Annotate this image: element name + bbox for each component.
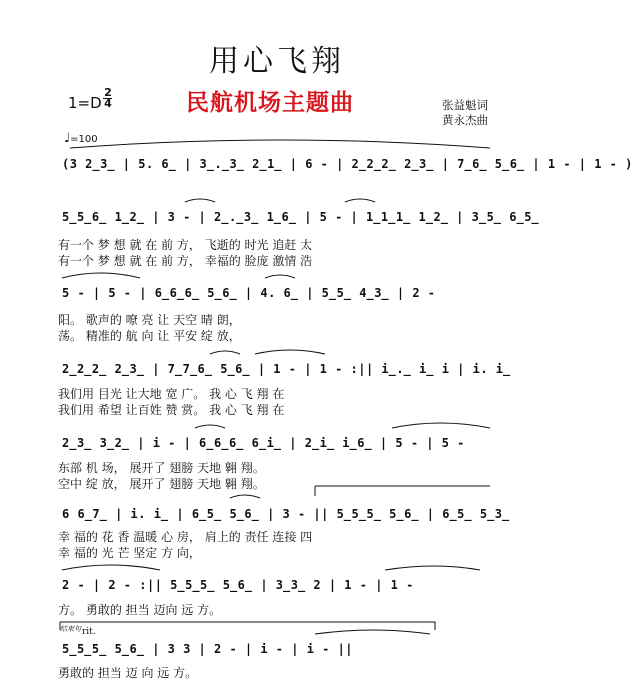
- lyric-row-5-verse-2: 空中 绽 放， 展开了 翅膀 天地 翱 翔。: [58, 477, 265, 491]
- volta-bracket-2: [60, 622, 435, 630]
- slur-row8: [315, 630, 430, 634]
- lyric-row-5-verse-1: 东部 机 场， 展开了 翅膀 天地 翱 翔。: [58, 461, 265, 475]
- slur-row7-a: [62, 565, 160, 570]
- notation-row-5: 2̲3̲ 3̲2̲ | i - | 6̲6̲6̲ 6̲i̲ | 2̲i̲ i̲6̲ | 5 - | 5 -: [62, 436, 465, 450]
- slur-row2-b: [345, 199, 375, 202]
- lyric-row-6-verse-2: 幸 福的 光 芒 坚定 方 向，: [58, 546, 201, 560]
- song-title: 用心飞翔: [209, 44, 345, 79]
- song-subtitle: 民航机场主题曲: [186, 89, 354, 116]
- slur-row5-b: [392, 423, 490, 428]
- slur-row3-b: [265, 275, 295, 278]
- notation-row-7: 2 - | 2 - :|| 5̲5̲5̲ 5̲6̲ | 3̲3̲ 2 | 1 - | 1 -: [62, 578, 414, 592]
- composer-credit: 黄永杰曲: [442, 113, 488, 127]
- lyric-row-8: 勇敢的 担当 迈 向 远 方。: [58, 666, 198, 680]
- time-signature-bottom: 4: [104, 97, 112, 110]
- slur-row3-a: [62, 273, 140, 278]
- time-signature-top: 2: [104, 86, 112, 99]
- lyric-row-7: 方。 勇敢的 担当 迈向 远 方。: [58, 603, 222, 617]
- lyricist-credit: 张益魁词: [442, 98, 488, 112]
- lyric-row-2-verse-2: 有一个 梦 想 就 在 前 方， 幸福的 脸庞 激情 浩: [58, 254, 313, 268]
- slur-row5-a: [195, 425, 225, 428]
- slur-row4-a: [210, 351, 240, 354]
- lyric-row-4-verse-1: 我们用 目光 让大地 宽 广。 我 心 飞 翔 在: [58, 387, 285, 401]
- notation-row-6: 6 6̲7̲ | i. i̲ | 6̲5̲ 5̲6̲ | 3 - || 5̲5̲5̲ 5̲6̲ | 6̲5̲ 5̲3̲: [62, 507, 510, 521]
- key-signature: 1=D: [68, 94, 102, 112]
- slur-intro: [70, 140, 490, 148]
- tempo-value: =100: [70, 134, 98, 145]
- notation-row-8: 5̲5̲5̲ 5̲6̲ | 3 3 | 2 - | i - | i - ||: [62, 642, 354, 656]
- lyric-row-2-verse-1: 有一个 梦 想 就 在 前 方， 飞逝的 时光 追赶 太: [58, 238, 313, 252]
- lyric-row-3-verse-1: 阳。 歌声的 嘹 亮 让 天空 晴 朗，: [58, 313, 241, 327]
- notation-row-2: 5̲5̲6̲ 1̲2̲ | 3 - | 2̲.̲3̲ 1̲6̲ | 5 - | 1̲1̲1̲ 1̲2̲ | 3̲5̲ 6̲5̲: [62, 210, 540, 224]
- quarter-note-icon: ♩: [64, 131, 71, 146]
- lyric-row-6-verse-1: 幸 福的 花 香 温暖 心 房， 肩上的 责任 连接 四: [58, 530, 313, 544]
- slur-row4-b: [255, 350, 325, 354]
- lyric-row-4-verse-2: 我们用 希望 让百姓 赞 赏。 我 心 飞 翔 在: [58, 403, 285, 417]
- slur-row7-b: [385, 566, 480, 570]
- notation-row-3: 5 - | 5 - | 6̲6̲6̲ 5̲6̲ | 4. 6̲ | 5̲5̲ 4̲3̲ | 2 -: [62, 286, 436, 300]
- notation-row-4: 2̲2̲2̲ 2̲3̲ | 7̲7̲6̲ 5̲6̲ | 1 - | 1 - :|| i̲.̲ i̲ i | i. i̲: [62, 362, 511, 376]
- ending-phrase-label: 结束句: [60, 625, 81, 633]
- slur-row2-a: [185, 199, 215, 202]
- ritardando-mark: rit.: [82, 627, 96, 637]
- volta-bracket-1: [315, 486, 490, 496]
- notation-row-1: (3 2̲3̲ | 5. 6̲ | 3̲.̲3̲ 2̲1̲ | 6 - | 2̲2̲2̲ 2̲3̲ | 7̲6̲ 5̲6̲ | 1 - | 1 - ): [62, 157, 633, 171]
- slur-row6-a: [230, 495, 260, 498]
- lyric-row-3-verse-2: 荡。 精准的 航 向 让 平安 绽 放，: [58, 329, 241, 343]
